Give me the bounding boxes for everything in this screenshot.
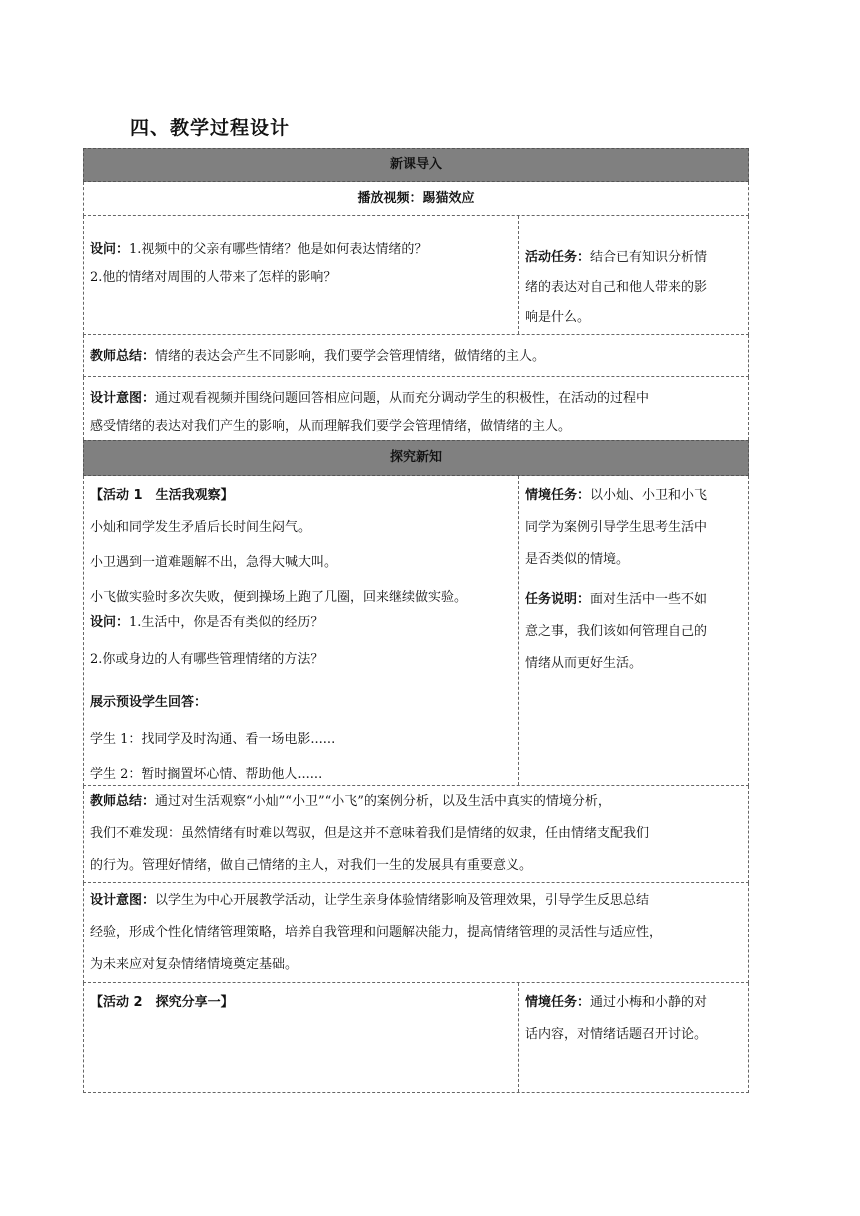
answer-2: 学生 2：暂时搁置坏心情、帮助他人...... (90, 767, 323, 782)
intro-summary-text: 教师总结：情绪的表达会产生不同影响，我们要学会管理情绪，做情绪的主人。 (90, 349, 546, 364)
activity2-row (83, 983, 749, 1093)
activity2-cell (84, 983, 518, 1092)
scene-task-line2: 同学为案例引导学生思考生活中 (525, 520, 708, 535)
activity1-task-cell (518, 476, 748, 785)
intro-question-1: 设问：1.视频中的父亲有哪些情绪？他是如何表达情绪的？ (90, 242, 428, 257)
case-xiaowei: 小卫遇到一道难题解不出，急得大喊大叫。 (90, 555, 338, 570)
intro-task-cell (518, 216, 748, 334)
task-explain-line2: 意之事，我们该如何管理自己的 (525, 624, 708, 639)
task-explain-line1: 任务说明：面对生活中一些不如 (525, 592, 708, 607)
explore-summary-line1: 教师总结：通过对生活观察“小灿”“小卫”“小飞”的案例分析，以及生活中真实的情境分析， (90, 794, 611, 809)
case-xiaofei: 小飞做实验时多次失败，便到操场上跑了几圈，回来继续做实验。 (90, 590, 468, 605)
answers-label: 展示预设学生回答： (90, 695, 208, 710)
intro-task-line3: 响是什么。 (525, 310, 591, 325)
explore-intent-row (83, 883, 749, 983)
section-heading: 四、教学过程设计 (130, 117, 291, 139)
explore-intent-line2: 经验，形成个性化情绪管理策略，培养自我管理和问题解决能力，提高情绪管理的灵活性与适应性， (90, 925, 663, 940)
video-row: 播放视频：踢猫效应 (83, 182, 749, 216)
explore-summary-line3: 的行为。管理好情绪，做自己情绪的主人，对我们一生的发展具有重要意义。 (90, 858, 533, 873)
scene2-task-line1: 情境任务：通过小梅和小静的对 (525, 995, 708, 1010)
scene-task-line1: 情境任务：以小灿、小卫和小飞 (525, 488, 708, 503)
intro-intent-row (83, 377, 749, 445)
scene-task-line3: 是否类似的情境。 (525, 552, 630, 567)
explore-intent-line1: 设计意图：以学生为中心开展教学活动，让学生亲身体验情绪影响及管理效果，引导学生反思总结 (90, 893, 650, 908)
intro-question-2: 2.他的情绪对周围的人带来了怎样的影响？ (90, 270, 337, 285)
activity1-question-2: 2.你或身边的人有哪些管理情绪的方法？ (90, 652, 324, 667)
activity1-cell (84, 476, 518, 785)
activity2-title: 【活动 2 探究分享一】 (90, 995, 234, 1010)
section-band-intro: 新课导入 (83, 148, 749, 182)
intro-question-row (83, 216, 749, 335)
intro-intent-line1: 设计意图：通过观看视频并围绕问题回答相应问题，从而充分调动学生的积极性，在活动的过程中 (90, 391, 650, 406)
activity1-title: 【活动 1 生活我观察】 (90, 488, 234, 503)
section-band-explore: 探究新知 (83, 440, 749, 476)
task-explain-line3: 情绪从而更好生活。 (525, 656, 643, 671)
intro-task-line1: 活动任务：结合已有知识分析情 (525, 250, 708, 265)
intro-task-line2: 绪的表达对自己和他人带来的影 (525, 280, 708, 295)
intro-intent-line2: 感受情绪的表达对我们产生的影响，从而理解我们要学会管理情绪，做情绪的主人。 (90, 419, 572, 434)
activity1-question-1: 设问：1.生活中，你是否有类似的经历？ (90, 615, 324, 630)
explore-intent-line3: 为未来应对复杂情绪情境奠定基础。 (90, 957, 299, 972)
explore-summary-line2: 我们不难发现：虽然情绪有时难以驾驭，但是这并不意味着我们是情绪的奴隶，任由情绪支配我们 (90, 826, 650, 841)
activity2-task-cell (518, 983, 748, 1092)
activity1-row (83, 476, 749, 786)
intro-summary-row (83, 335, 749, 377)
answer-1: 学生 1：找同学及时沟通、看一场电影...... (90, 732, 336, 747)
intro-question-cell (84, 216, 518, 334)
case-xiaocan: 小灿和同学发生矛盾后长时间生闷气。 (90, 520, 312, 535)
explore-summary-row (83, 786, 749, 883)
scene2-task-line2: 话内容，对情绪话题召开讨论。 (525, 1027, 708, 1042)
